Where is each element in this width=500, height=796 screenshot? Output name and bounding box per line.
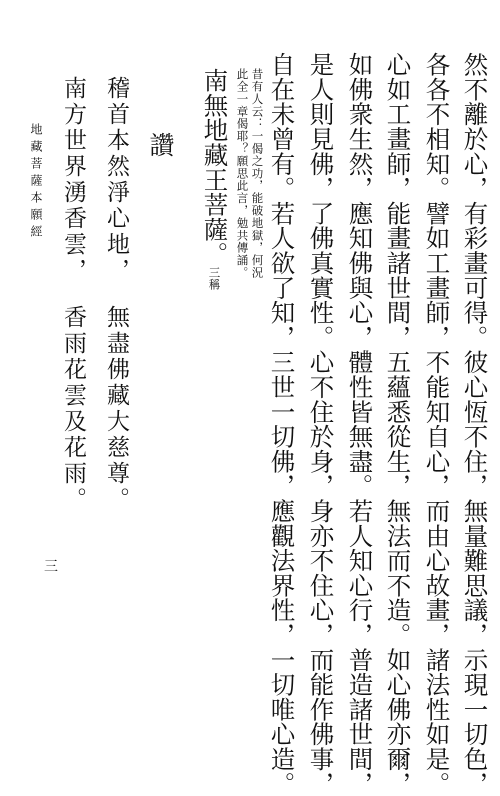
hymn-title: 讚 [146,132,175,171]
hymn-verse-1-top: 無盡佛藏大慈尊。 [103,305,129,513]
hymn-verse-2-bottom: 南方世界湧香雲， [60,76,86,284]
closing-invocation [200,68,230,291]
commentary-note-line-1: 昔有人云：一偈之功，能破地獄，何況 [250,68,265,279]
hymn-verse-2-top: 香雨花雲及花雨。 [60,305,86,513]
page-number: 三 [44,559,58,575]
hymn-verse-1-bottom: 稽首本然淨心地， [103,76,129,284]
margin-title: 地藏菩薩本願經 [29,123,43,242]
verse-column-2: 各各不相知。譬如工畫師，不能知自心，而由心故畫，諸法性如是。 [422,52,452,796]
commentary-note-line-2: 此全一章偈耶？願思此言，勉共傳誦。 [235,68,250,279]
verse-column-5: 是人則見佛，了佛真實性。心不住於身，身亦不住心，而能作佛事， [306,52,336,796]
verse-column-6: 自在未曾有。若人欲了知，三世一切佛，應觀法界性，一切唯心造。 [267,52,297,796]
verse-column-4: 如佛衆生然，應知佛與心，體性皆無盡。若人知心行，普造諸世間， [345,52,375,796]
verse-column-3: 心如工畫師，能畫諸世間，五蘊悉從生，無法而不造。如心佛亦爾， [383,52,413,796]
verse-column-1: 然不離於心，有彩畫可得。彼心恆不住，無量難思議，示現一切色， [460,52,490,796]
closing-text: 南無地藏王菩薩。 [200,68,230,267]
recitation-count: 三稱 [207,266,222,291]
